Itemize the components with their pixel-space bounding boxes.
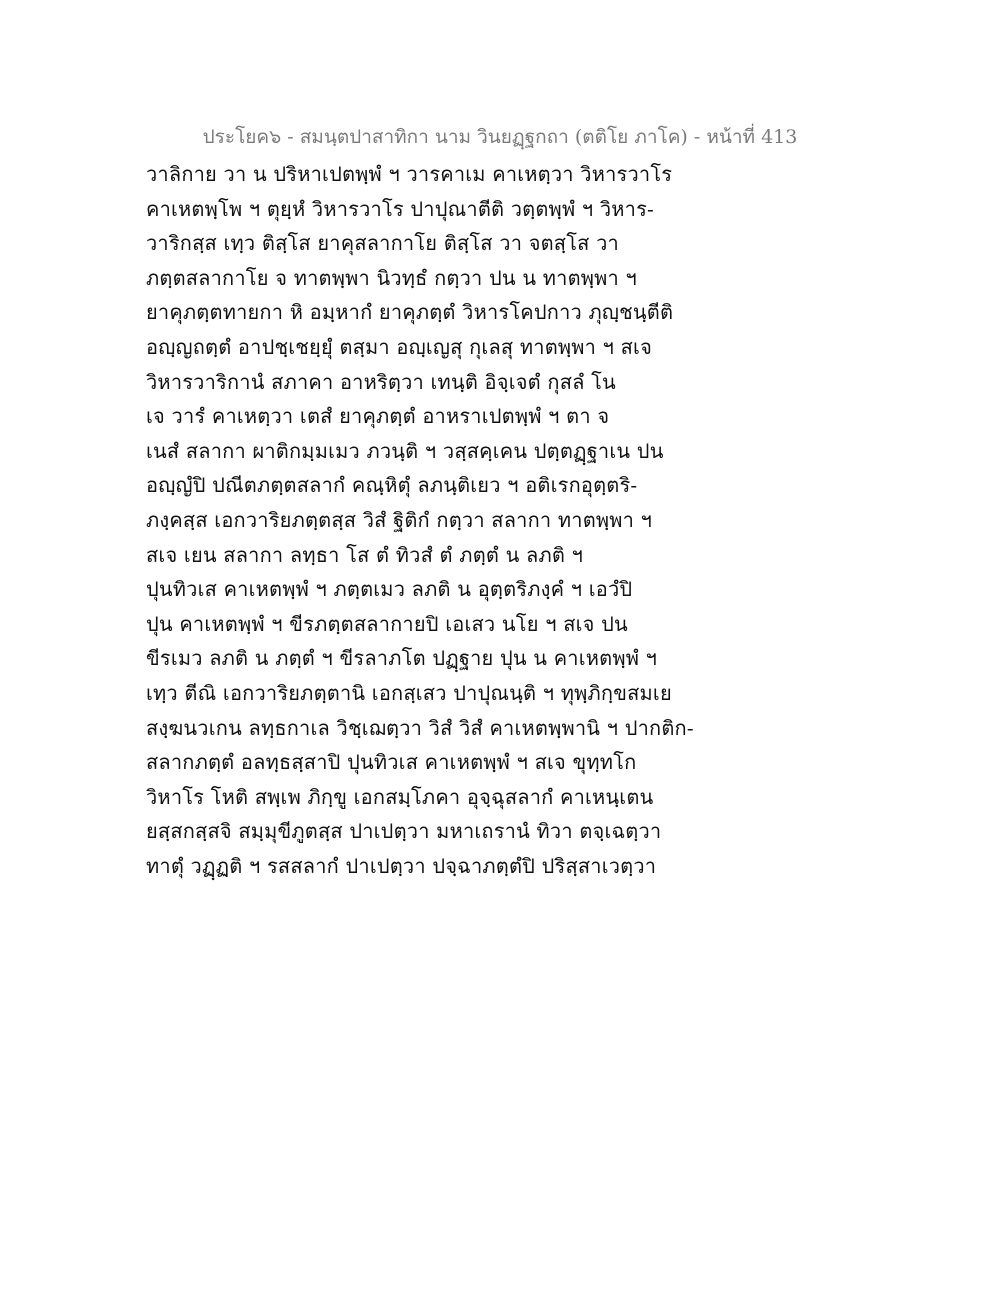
text-line: เจ วารํ คาเหตฺวา เตสํ ยาคุภตฺตํ อาหราเปตพฺพํ ฯ ตา จ (146, 404, 610, 429)
text-line: ภตฺตสลากาโย จ ทาตพฺพา นิวทฺธํ กตฺวา ปน น ทาตพฺพา ฯ (146, 265, 637, 290)
text-line: ยาคุภตฺตทายกา หิ อมฺหากํ ยาคุภตฺตํ วิหารโคปกาว ภุญฺชนฺตีติ (146, 300, 674, 325)
text-line: สงฺฆนวเกน ลทฺธกาเล วิชฺเฌตฺวา วิสํ วิสํ คาเหตพฺพานิ ฯ ปากติก- (146, 715, 694, 740)
text-line: คาเหตพฺโพ ฯ ตุยฺหํ วิหารวาโร ปาปุณาตีติ วตฺตพฺพํ ฯ วิหาร- (146, 196, 655, 221)
text-line: ปุน คาเหตพฺพํ ฯ ขีรภตฺตสลากายปิ เอเสว นโย ฯ สเจ ปน (146, 611, 628, 636)
text-line: วิหารวาริกานํ สภาคา อาหริตฺวา เทนฺติ อิจฺเจตํ กุสลํ โน (146, 369, 616, 394)
text-line: วาลิกาย วา น ปริหาเปตพฺพํ ฯ วารคาเม คาเหตฺวา วิหารวาโร (146, 162, 673, 186)
text-line: เทฺว ตีณิ เอกวาริยภตฺตานิ เอกสฺเสว ปาปุณนฺติ ฯ ทุพฺภิกฺขสมเย (146, 680, 672, 705)
body-text (146, 157, 706, 883)
text-line: ปุนทิวเส คาเหตพฺพํ ฯ ภตฺตเมว ลภติ น อุตฺตริภงฺคํ ฯ เอวํปิ (146, 577, 633, 602)
text-line: ภงฺคสฺส เอกวาริยภตฺตสฺส วิสํ ฐิติกํ กตฺวา สลากา ทาตพฺพา ฯ (146, 507, 653, 532)
text-line: ขีรเมว ลภติ น ภตฺตํ ฯ ขีรลาภโต ปฏฺฐาย ปุน น คาเหตพฺพํ ฯ (146, 646, 658, 671)
text-line: เนสํ สลากา ผาติกมฺมเมว ภวนฺติ ฯ วสฺสคฺเคน ปตฺตฏฺฐาเน ปน (146, 438, 664, 463)
page-header: ประโยค๖ - สมนฺตปาสาทิกา นาม วินยฏฺฐกถา (ตติโย ภาโค) - หน้าที่ 413 (202, 126, 798, 148)
text-line: วิหาโร โหติ สพฺเพ ภิกฺขู เอกสมฺโภคา อุจฺฉุสลากํ คาเหนฺเตน (146, 784, 654, 809)
text-line: อญฺญถตฺตํ อาปชฺเชยฺยุํ ตสฺมา อญฺเญสุ กุเลสุ ทาตพฺพา ฯ สเจ (146, 334, 652, 359)
text-line: ทาตุํ วฏฺฏติ ฯ รสสลากํ ปาเปตฺวา ปจฺฉาภตฺตํปิ ปริสฺสาเวตฺวา (146, 853, 657, 878)
text-line: สลากภตฺตํ อลทฺธสฺสาปิ ปุนทิวเส คาเหตพฺพํ ฯ สเจ ขุทฺทโก (146, 750, 637, 775)
text-line: สเจ เยน สลากา ลทฺธา โส ตํ ทิวสํ ตํ ภตฺตํ น ลภติ ฯ (146, 542, 584, 567)
text-line: ยสฺสกสฺสจิ สมฺมุขีภูตสฺส ปาเปตฺวา มหาเถรานํ ทิวา ตจฺเฉตฺวา (146, 819, 662, 844)
text-line: วาริกสฺส เทฺว ติสฺโส ยาคุสลากาโย ติสฺโส วา จตสฺโส วา (146, 231, 619, 256)
text-line: อญฺญํปิ ปณีตภตฺตสลากํ คณฺหิตุํ ลภนฺติเยว ฯ อติเรกอุตฺตริ- (146, 473, 638, 498)
